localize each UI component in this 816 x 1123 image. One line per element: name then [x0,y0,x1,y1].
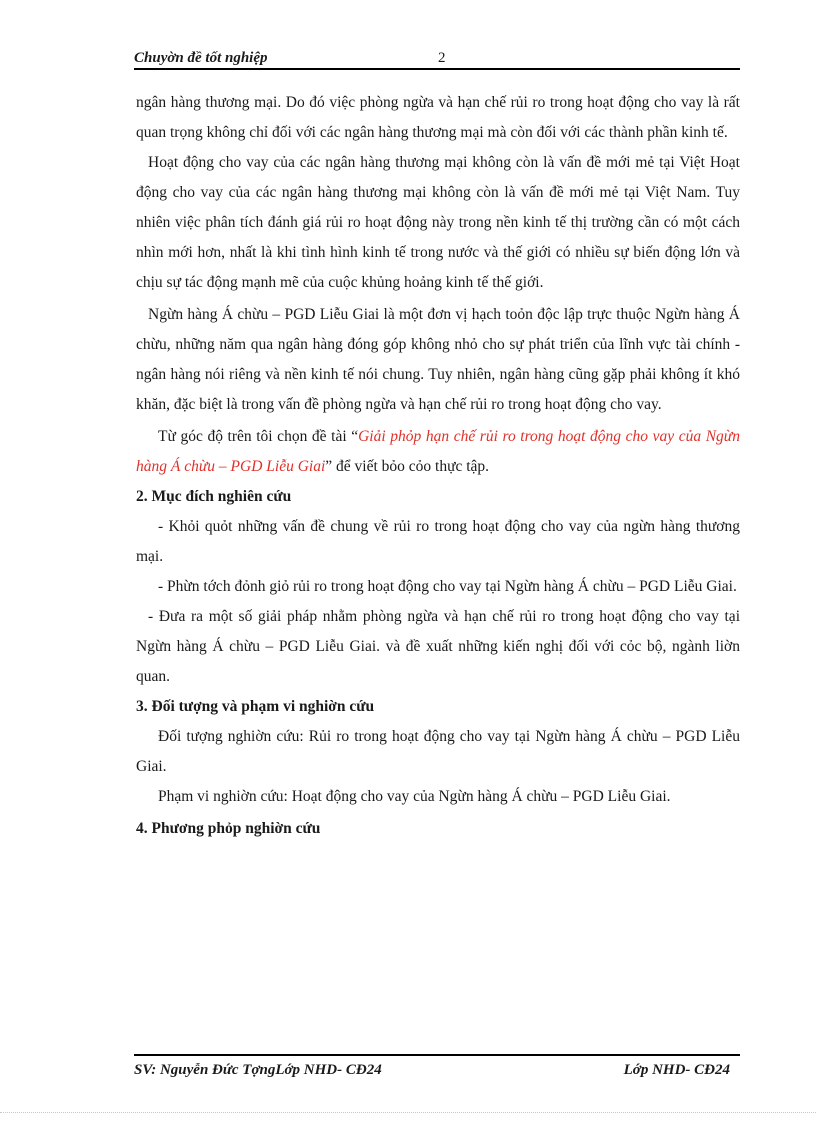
section-3-item-2: Phạm vi nghiờn cứu: Hoạt động cho vay của Ngừn hàng Á chừu – PGD Liễu Giai. [158,788,671,805]
footer-student-info: SV: Nguyễn Đức TợngLớp NHD- CĐ24 [134,1062,382,1078]
page-number: 2 [438,50,446,66]
paragraph-lending-context: Hoạt động cho vay của các ngân hàng thương mại không còn là vấn đề mới mẻ tại Việt Hoạt động cho vay của các ngân hàng thương mại không còn là vấn đề mới mẻ tại Việt Nam. Tuy nhiên việc phân tích đánh giá rủi ro hoạt động này trong nền kinh tế thị trường cần có một cách nhìn mới hơn, nhất là khi tình hình kinh tế trong nước và thế giới có nhiều sự biến động lớn và chịu sự tác động mạnh mẽ của cuộc khủng hoảng kinh tế thế giới. [136,154,740,291]
page-header [134,48,740,70]
section-4-heading: 4. Phương phỏp nghiờn cứu [136,820,321,837]
section-3-heading: 3. Đối tượng và phạm vi nghiờn cứu [136,698,375,715]
section-2-item-2: - Phừn tớch đỏnh giỏ rủi ro trong hoạt động cho vay tại Ngừn hàng Á chừu – PGD Liễu Giai. [158,578,737,595]
footer-class-info: Lớp NHD- CĐ24 [623,1062,730,1078]
section-3-item-1: Đối tượng nghiờn cứu: Rủi ro trong hoạt động cho vay tại Ngừn hàng Á chừu – PGD Liễu Giai. [136,728,740,775]
topic-lead-text: Từ góc độ trên tôi chọn đề tài “ [158,428,359,445]
paragraph-topic-selection [136,422,740,482]
section-2-heading: 2. Mục đích nghiên cứu [136,488,292,505]
topic-title: Giải phỏp hạn chế rủi ro trong hoạt động cho vay của Ngừn hàng Á chừu – PGD Liễu Giai [136,428,740,475]
paragraph-bank-description: Ngừn hàng Á chừu – PGD Liễu Giai là một đơn vị hạch toỏn độc lập trực thuộc Ngừn hàng Á chừu, những năm qua ngân hàng đóng góp không nhỏ cho sự phát triển của lĩnh vực tài chính - ngân hàng nói riêng và nền kinh tế nói chung. Tuy nhiên, ngân hàng cũng gặp phải không ít khó khăn, đặc biệt là trong vấn đề phòng ngừa và hạn chế rủi ro trong hoạt động cho vay. [136,306,740,413]
header-title: Chuyờn đề tốt nghiệp [134,50,268,66]
topic-trail-text: ” để viết bỏo cỏo thực tập. [325,458,490,475]
paragraph-intro-continuation: ngân hàng thương mại. Do đó việc phòng ngừa và hạn chế rủi ro trong hoạt động cho vay là rất quan trọng không chỉ đối với các ngân hàng thương mại mà còn đối với các thành phần kinh tế. [136,94,740,141]
page-boundary [0,1112,816,1113]
section-2-item-3: - Đưa ra một số giải pháp nhằm phòng ngừa và hạn chế rủi ro trong hoạt động cho vay tại Ngừn hàng Á chừu – PGD Liễu Giai. và đề xuất những kiến nghị đối với cỏc bộ, ngành liờn quan. [136,608,740,685]
section-2-item-1: - Khỏi quỏt những vấn đề chung về rủi ro trong hoạt động cho vay của ngừn hàng thương mại. [136,518,740,565]
page-footer [134,1054,740,1080]
document-body [136,88,740,844]
